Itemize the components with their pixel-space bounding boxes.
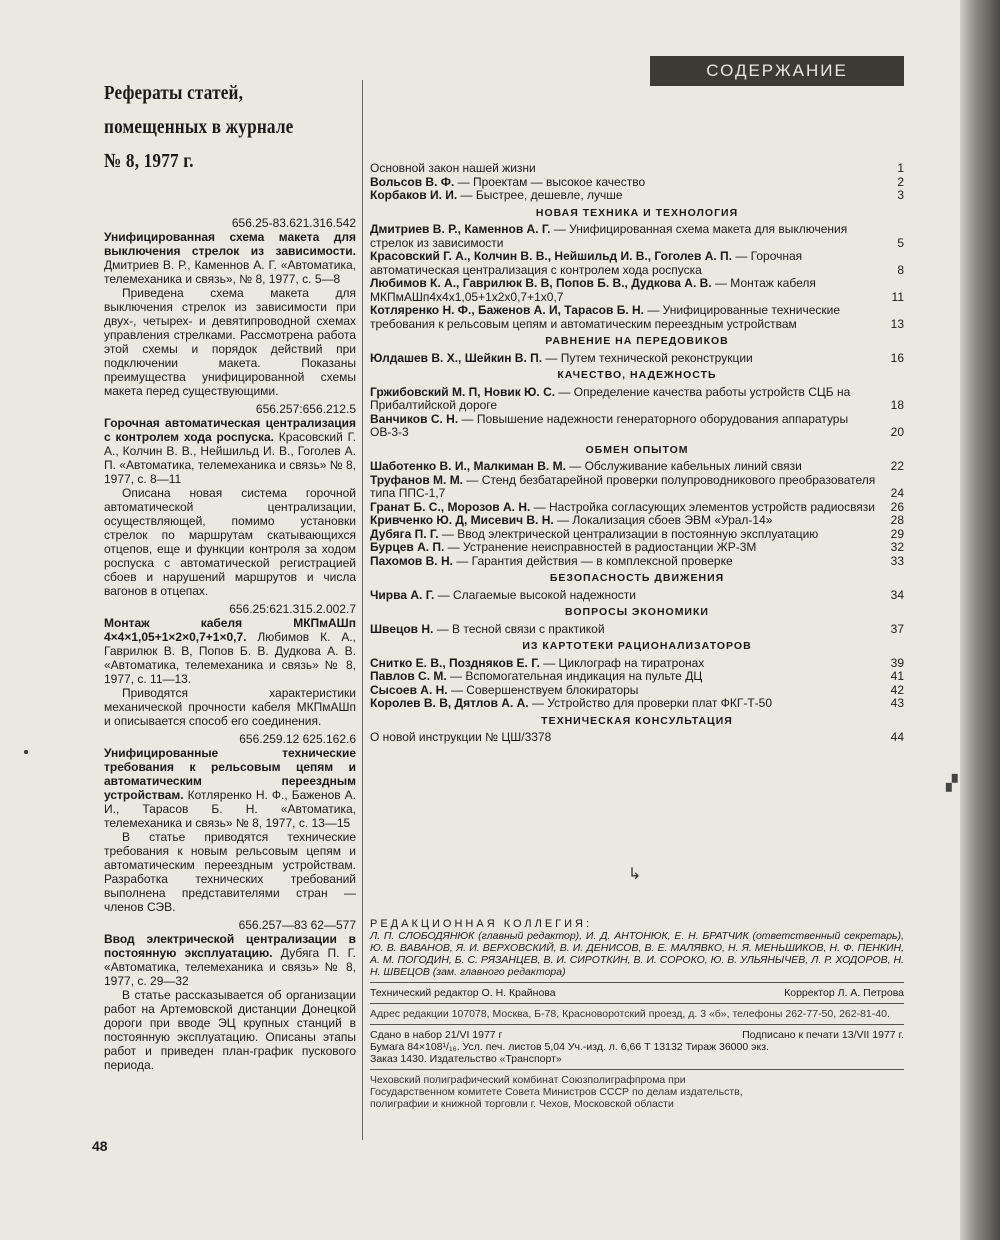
toc-entry-author: Ванчиков С. Н.	[370, 411, 459, 426]
typeset-date: Сдано в набор 21/VI 1977 г	[370, 1029, 503, 1041]
toc-entry-page: 11	[891, 289, 904, 304]
toc-entry-title: — Устранение неисправностей в радиостанции ЖР-3М	[444, 540, 757, 554]
toc-entry-page: 41	[890, 669, 904, 683]
toc-entry-author: Вольсов В. Ф.	[370, 174, 455, 189]
abstract-item	[104, 602, 356, 728]
toc-entry-page: 26	[890, 499, 904, 514]
toc-entry	[370, 474, 904, 501]
toc-entry-text	[370, 541, 876, 555]
toc-entry-title: — В тесной связи с практикой	[433, 621, 605, 636]
abstract-body: В статье приводятся технические требования к новым рельсовым цепям и автоматическим переездным устройствам. Разработка технических требований выполнена представителями стран — членов СЭВ.	[104, 830, 356, 914]
abstract-item	[104, 918, 356, 1072]
toc-entry-title: Основной закон нашей жизни	[370, 161, 536, 175]
toc-entry-author: Швецов Н.	[370, 621, 434, 636]
abstract-authors: Любимов К. А., Гаврилюк В. В, Попов Б. В. Дудкова А. В. «Автоматика, телемеханика и связь» № 8, 1977, с. 11—13.	[104, 630, 356, 686]
udc-code: 656.25-83.621.316.542	[231, 216, 356, 230]
toc-entry-page: 37	[890, 621, 904, 636]
toc-section-heading: ВОПРОСЫ ЭКОНОМИКИ	[565, 606, 709, 618]
heading-line-3: № 8, 1977 г.	[104, 150, 194, 172]
udc-code: 656.257—83 62—577	[238, 918, 356, 932]
toc-entry	[370, 657, 904, 671]
toc-entry-page: 24	[890, 486, 904, 500]
toc-entry-title: — Обслуживание кабельных линий связи	[565, 459, 802, 473]
toc-entry-text	[370, 514, 876, 528]
toc-entry	[370, 731, 904, 745]
toc-entry-author: Корбаков И. И.	[370, 188, 458, 202]
printer-info: Чеховский полиграфический комбинат Союзполиграфпрома при Государственном комитете Совета Министров СССР по делам издательств, полиграфии и книжной торговли г. Чехов, Московской области	[370, 1074, 743, 1110]
page-number: 48	[92, 1138, 108, 1154]
print-dates-row	[370, 1029, 904, 1041]
toc-entry-title: — Вспомогательная индикация на пульте ДЦ	[446, 669, 703, 683]
abstract-authors: Дубяга П. Г. «Автоматика, телемеханика и связь» № 8, 1977, с. 29—32	[104, 946, 356, 988]
toc-entry-text	[370, 223, 876, 250]
toc-entry-author: Юлдашев В. Х., Шейкин В. П.	[370, 350, 543, 365]
udc-code: 656.257:656.212.5	[255, 402, 356, 416]
toc-entry	[370, 277, 904, 304]
toc-entry-author: Гржибовский М. П, Новик Ю. С.	[370, 384, 556, 399]
toc-entry-text	[370, 189, 876, 203]
toc-entry-author: Любимов К. А., Гаврилюк В. В, Попов Б. В., Дудкова А. В.	[370, 276, 712, 290]
toc-entry-title: — Путем технической реконструкции	[542, 350, 753, 365]
toc-entry-page: 43	[890, 696, 904, 710]
toc-entry-author: Кривченко Ю. Д, Мисевич В. Н.	[370, 513, 554, 527]
toc-entry-title: — Быстрее, дешевле, лучше	[457, 188, 623, 202]
abstracts-heading	[104, 76, 362, 178]
abstract-citation	[104, 416, 356, 486]
toc-entry-text	[370, 657, 876, 671]
toc-entry-text	[370, 176, 876, 190]
toc-entry-text	[370, 501, 876, 515]
toc-entry-page: 34	[890, 587, 904, 602]
abstract-body: В статье рассказывается об организации работ на Артемовской дистанции Донецкой дороги при вводе ЭЦ крупных станций в постоянную эксплуатацию. Описаны этапы работ и приведен план-график пускового периода.	[104, 988, 356, 1072]
editorial-address: Адрес редакции 107078, Москва, Б-78, Красноворотский проезд, д. 3 «б», телефоны 262-77-50, 262-81-40.	[370, 1008, 890, 1020]
toc-entry-text	[370, 304, 876, 331]
udc-code: 656.259.12 625.162.6	[239, 732, 356, 746]
toc-entry-text	[370, 277, 876, 304]
toc-entry	[370, 501, 904, 515]
abstract-body: Приводятся характеристики механической прочности кабеля МКПмАШп и описывается способ его соединения.	[104, 686, 356, 728]
heading-line-1: Рефераты статей,	[104, 82, 244, 104]
abstract-authors: Красовский Г. А., Колчин В. В., Нейшильд И. В., Гоголев А. П. «Автоматика, телемеханика и связь» № 8, 1977, с. 8—11	[104, 430, 357, 486]
toc-entry-page: 5	[897, 235, 904, 250]
toc-entry-page: 1	[897, 161, 904, 175]
arrow-mark-icon: ↳	[628, 866, 642, 883]
toc-entry-title: О новой инструкции № ЦШ/3378	[370, 730, 552, 744]
toc-entry-author: Дубяга П. Г.	[370, 526, 439, 541]
signed-date: Подписано к печати 13/VII 1977 г.	[742, 1029, 904, 1041]
column-divider	[362, 80, 363, 1140]
toc-entry-author: Сысоев А. Н.	[370, 682, 448, 697]
abstract-item	[104, 402, 356, 598]
toc-entry-text	[370, 731, 876, 745]
toc-entry	[370, 460, 904, 474]
toc-entry-text	[370, 589, 876, 603]
toc-entry-title: — Проектам — высокое качество	[454, 174, 646, 189]
toc-entry-text	[370, 528, 876, 542]
toc-entry-author: Чирва А. Г.	[370, 587, 435, 602]
toc-entry-page: 2	[897, 174, 904, 189]
toc-entry-title: — Циклограф на тиратронах	[539, 655, 705, 670]
colophon	[370, 918, 904, 1110]
toc-entry-text	[370, 386, 876, 413]
abstract-body: Приведена схема макета для выключения стрелок из зависимости при двух-, четырех- и девятипроводной схемах управления стрелками. Рассмотрена работа этой схемы и порядок действий при подключении макета. Показаны преимущества унифицированной схемы макета перед существующими.	[104, 286, 356, 398]
toc-entry-page: 33	[890, 553, 904, 568]
margin-mark-icon: ▞	[946, 775, 958, 792]
toc-entry	[370, 697, 904, 711]
toc-entry-page: 18	[890, 398, 904, 412]
divider	[370, 1069, 904, 1070]
toc-entry	[370, 304, 904, 331]
toc-entry-author: Королев В. В, Дятлов А. А.	[370, 696, 529, 710]
toc-entry-text	[370, 474, 876, 501]
toc-entry	[370, 684, 904, 698]
toc-entry-title: — Совершенствуем блокираторы	[447, 682, 639, 697]
toc-entry-page: 42	[890, 682, 904, 697]
toc-entry	[370, 189, 904, 203]
toc-entry-author: Труфанов М. М.	[370, 472, 464, 487]
toc-entry-title: — Определение качества работы устройств СЦБ на Прибалтийской дороге	[370, 384, 851, 412]
toc-entry-text	[370, 162, 876, 176]
abstract-citation	[104, 932, 356, 988]
toc-entry-author: Гранат Б. С., Морозов А. Н.	[370, 499, 531, 514]
toc-entry-text	[370, 460, 876, 474]
abstract-title: Унифицированная схема макета для выключения стрелок из зависимости.	[104, 230, 356, 258]
contents-banner: СОДЕРЖАНИЕ	[650, 56, 904, 86]
toc-entry-title: — Горочная автоматическая централизация с контролем хода роспуска	[370, 249, 803, 277]
toc-entry-text	[370, 352, 876, 366]
toc-entry-page: 22	[890, 459, 904, 473]
toc-entry-title: — Унифицированная схема макета для выключения стрелок из зависимости	[370, 222, 848, 250]
toc-entry-text	[370, 623, 876, 637]
toc-entry-page: 28	[890, 513, 904, 527]
abstracts-column	[104, 76, 356, 1076]
table-of-contents	[370, 162, 904, 745]
editorial-board-title: РЕДАКЦИОННАЯ КОЛЛЕГИЯ:	[370, 918, 593, 930]
abstract-authors: Котляренко Н. Ф., Баженов А. И., Тарасов Б. Н. «Автоматика, телемеханика и связь» № 8, 1977, с. 13—15	[104, 788, 356, 830]
toc-entry-page: 8	[897, 262, 904, 277]
toc-entry	[370, 670, 904, 684]
abstracts-list	[104, 216, 356, 1072]
toc-section-heading: РАВНЕНИЕ НА ПЕРЕДОВИКОВ	[545, 335, 729, 347]
editorial-board-members: Л. П. СЛОБОДЯНЮК (главный редактор), И. Д. АНТОНЮК, Е. Н. БРАТЧИК (ответственный секретарь), Ю. В. ВАВАНОВ, Я. И. ВЕРХОВСКИЙ, В. И. ДЕНИСОВ, В. Е. МАЛЯВКО, Н. Я. МЕНЬШИКОВ, Н. Ф. ПЕНКИН, А. М. ПОГОДИН, Б. С. РЯЗАНЦЕВ, В. И. СИРОТКИН, В. И. СОРОКО, Ю. В. УЛЬЯНЫЧЕВ, Л. Р. ХОДОРОВ, Н. Н. ШВЕЦОВ (зам. главного редактора)	[370, 930, 904, 978]
toc-entry	[370, 162, 904, 176]
toc-entry-title: — Устройство для проверки плат ФКГ-Т-50	[528, 696, 773, 710]
toc-entry-page: 3	[897, 188, 904, 202]
toc-entry-page: 16	[890, 350, 904, 365]
margin-dot	[24, 750, 28, 754]
toc-section-heading: КАЧЕСТВО, НАДЕЖНОСТЬ	[557, 369, 717, 381]
toc-entry-author: Снитко Е. В., Поздняков Е. Г.	[370, 655, 540, 670]
toc-entry-author: Котляренко Н. Ф., Баженов А. И, Тарасов Б. Н.	[370, 303, 644, 317]
abstract-item	[104, 732, 356, 914]
toc-entry	[370, 250, 904, 277]
toc-section-heading: НОВАЯ ТЕХНИКА И ТЕХНОЛОГИЯ	[535, 206, 739, 219]
toc-entry-author: Пахомов В. Н.	[370, 553, 453, 568]
toc-entry	[370, 528, 904, 542]
toc-entry-page: 39	[890, 655, 904, 670]
toc-entry-title: — Монтаж кабеля МКПмАШп4х4х1,05+1х2х0,7+1х0,7	[370, 276, 816, 304]
editors-row	[370, 987, 904, 999]
abstract-title: Горочная автоматическая централизация с контролем хода роспуска.	[104, 416, 356, 444]
heading-line-2: помещенных в журнале	[104, 116, 294, 138]
toc-entry-author: Бурцев А. П.	[370, 540, 445, 554]
toc-section-heading: ТЕХНИЧЕСКАЯ КОНСУЛЬТАЦИЯ	[541, 714, 733, 727]
divider	[370, 1003, 904, 1004]
abstract-title: Ввод электрической централизации в постоянную эксплуатацию.	[104, 932, 356, 960]
toc-entry-title: — Унифицированные технические требования к рельсовым цепям и автоматическим переездным устройствам	[370, 303, 841, 331]
toc-entry	[370, 555, 904, 569]
toc-entry-text	[370, 697, 876, 711]
toc-section-heading: БЕЗОПАСНОСТЬ ДВИЖЕНИЯ	[549, 572, 725, 584]
abstract-citation	[104, 230, 356, 286]
toc-entry-text	[370, 670, 876, 684]
corrector: Корректор Л. А. Петрова	[784, 987, 904, 999]
udc-code: 656.25:621.315.2.002.7	[229, 602, 356, 616]
toc-section-heading: ИЗ КАРТОТЕКИ РАЦИОНАЛИЗАТОРОВ	[522, 640, 752, 652]
toc-entry-title: — Гарантия действия — в комплексной проверке	[452, 553, 733, 568]
toc-entry-title: — Стенд безбатарейной проверки полупроводникового преобразователя типа ППС-1,7	[370, 472, 876, 500]
toc-entry-author: Дмитриев В. Р., Каменнов А. Г.	[370, 222, 551, 236]
toc-entry	[370, 541, 904, 555]
toc-entry-title: — Слагаемые высокой надежности	[434, 587, 636, 602]
toc-entry-page: 32	[890, 540, 904, 554]
toc-entry-text	[370, 684, 876, 698]
book-spine-shadow	[960, 0, 1000, 1240]
abstract-citation	[104, 746, 356, 830]
toc-entry-title: — Повышение надежности генераторного оборудования аппаратуры ОВ-3-3	[370, 411, 849, 439]
abstract-citation	[104, 616, 356, 686]
toc-entry-text	[370, 555, 876, 569]
toc-entry-text	[370, 250, 876, 277]
toc-entry-author: Красовский Г. А., Колчин В. В., Нейшильд И. В., Гоголев А. П.	[370, 249, 732, 263]
toc-entry-title: — Настройка согласующих элементов устройств радиосвязи	[530, 499, 876, 514]
abstract-item	[104, 216, 356, 398]
toc-entry	[370, 589, 904, 603]
toc-entry	[370, 386, 904, 413]
toc-entry-page: 13	[890, 316, 904, 331]
toc-entry	[370, 223, 904, 250]
toc-entry-page: 29	[890, 526, 904, 541]
abstract-body: Описана новая система горочной автоматической централизации, осуществляющей, помимо установки стрелок по маршрутам скатывающихся отцепов, еще и функции контроля за ходом роспуска с автоматической регистрацией сбоев и нарушений маршрутов и числа вагонов в отцепах.	[104, 486, 356, 598]
toc-entry-page: 44	[890, 730, 904, 744]
abstract-title: Монтаж кабеля МКПмАШп 4×4×1,05+1×2×0,7+1×0,7.	[104, 616, 356, 644]
toc-entry-title: — Локализация сбоев ЭВМ «Урал-14»	[553, 513, 773, 527]
tech-editor: Технический редактор О. Н. Крайнова	[370, 987, 556, 999]
toc-entry	[370, 514, 904, 528]
toc-entry-author: Павлов С. М.	[370, 669, 447, 683]
abstract-authors: Дмитриев В. Р., Каменнов А. Г. «Автоматика, телемеханика и связь», № 8, 1977, с. 5—8	[104, 258, 356, 286]
toc-entry-page: 20	[890, 425, 904, 439]
toc-entry-author: Шаботенко В. И., Малкиман В. М.	[370, 459, 566, 473]
toc-entry	[370, 413, 904, 440]
print-specs: Бумага 84×108¹/₁₆. Усл. печ. листов 5,04 Уч.-изд. л. 6,66 Т 13132 Тираж 36000 экз.	[370, 1041, 769, 1053]
toc-entry	[370, 352, 904, 366]
toc-entry	[370, 623, 904, 637]
toc-entry-text	[370, 413, 876, 440]
divider	[370, 1024, 904, 1025]
toc-section-heading: ОБМЕН ОПЫТОМ	[585, 443, 689, 456]
toc-entry-title: — Ввод электрической централизации в постоянную эксплуатацию	[438, 526, 819, 541]
abstract-title: Унифицированные технические требования к рельсовым цепям и автоматическим переездным устройствам.	[104, 746, 356, 802]
toc-entry	[370, 176, 904, 190]
divider	[370, 982, 904, 983]
order-publisher: Заказ 1430. Издательство «Транспорт»	[370, 1053, 562, 1065]
